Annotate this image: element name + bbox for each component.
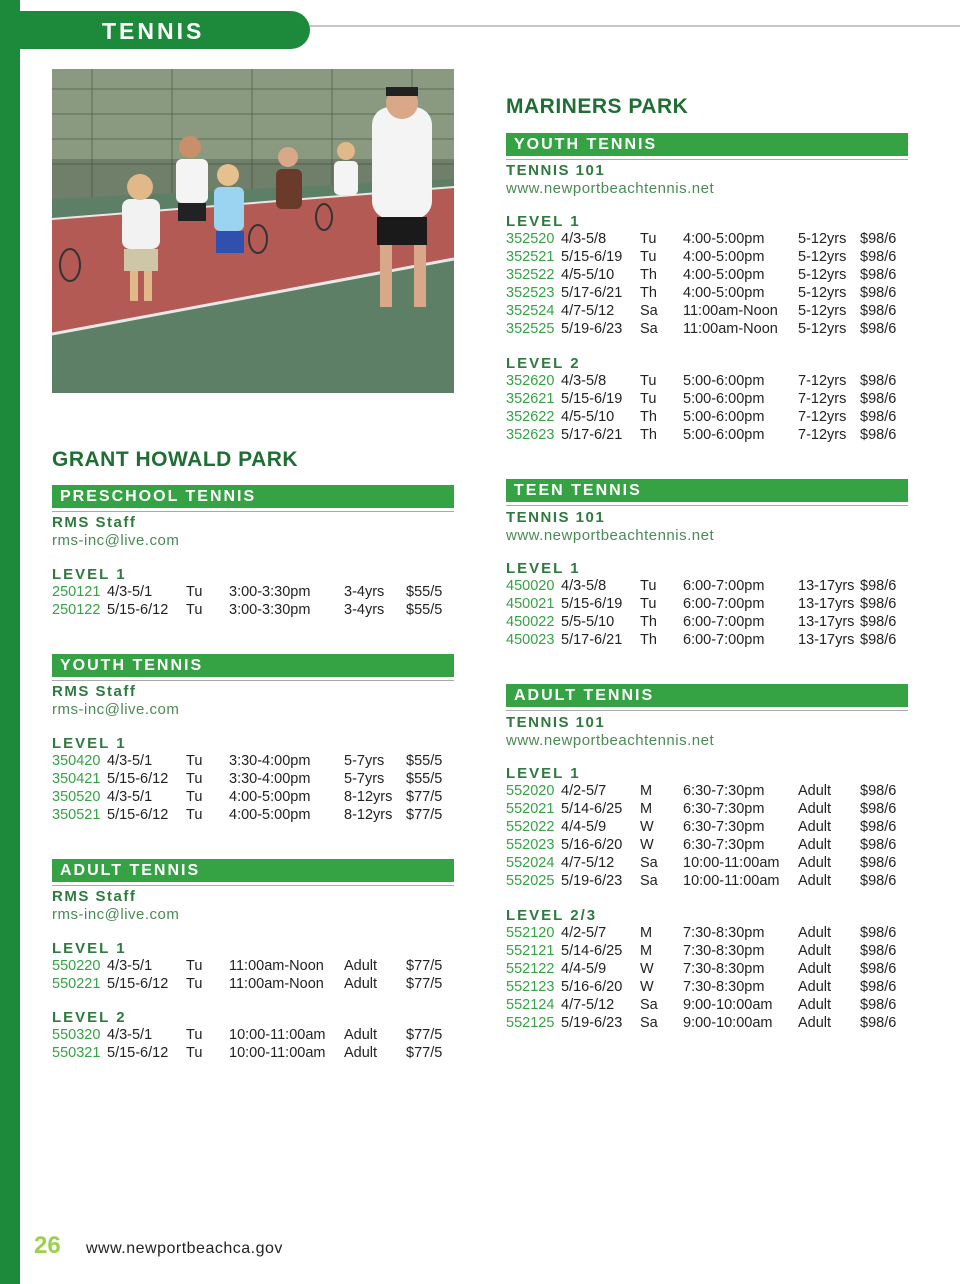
class-age: 5-7yrs: [344, 771, 385, 787]
class-fee: $98/6: [860, 855, 897, 871]
class-age: 5-12yrs: [798, 285, 847, 301]
park-title-mariners: MARINERS PARK: [506, 95, 689, 118]
class-code: 552125: [506, 1015, 555, 1031]
class-code: 450021: [506, 596, 555, 612]
class-dates: 4/5-5/10: [561, 409, 615, 425]
class-time: 5:00-6:00pm: [683, 427, 765, 443]
class-time: 9:00-10:00am: [683, 1015, 773, 1031]
class-age: Adult: [798, 855, 832, 871]
class-day: Tu: [186, 753, 203, 769]
class-time: 11:00am-Noon: [683, 321, 778, 337]
program-subtitle: TENNIS 101: [506, 714, 606, 731]
class-time: 10:00-11:00am: [229, 1027, 326, 1043]
class-time: 4:00-5:00pm: [683, 231, 765, 247]
class-day: Tu: [640, 578, 657, 594]
class-dates: 4/4-5/9: [561, 961, 607, 977]
class-fee: $55/5: [406, 602, 443, 618]
class-day: M: [640, 783, 653, 799]
class-time: 3:00-3:30pm: [229, 584, 311, 600]
class-age: 7-12yrs: [798, 391, 847, 407]
class-dates: 4/2-5/7: [561, 925, 607, 941]
class-time: 5:00-6:00pm: [683, 391, 765, 407]
class-day: Th: [640, 427, 657, 443]
class-age: Adult: [798, 783, 832, 799]
tennis-lesson-photo: [52, 69, 454, 393]
class-time: 11:00am-Noon: [683, 303, 778, 319]
class-time: 6:00-7:00pm: [683, 596, 765, 612]
class-code: 350520: [52, 789, 101, 805]
class-age: 5-12yrs: [798, 321, 847, 337]
class-dates: 4/3-5/1: [107, 789, 153, 805]
class-day: Sa: [640, 873, 658, 889]
program-subtitle: TENNIS 101: [506, 509, 606, 526]
class-day: M: [640, 925, 653, 941]
class-time: 10:00-11:00am: [229, 1045, 326, 1061]
class-fee: $98/6: [860, 578, 897, 594]
class-dates: 5/19-6/23: [561, 321, 623, 337]
class-age: Adult: [798, 943, 832, 959]
class-time: 4:00-5:00pm: [683, 285, 765, 301]
class-time: 4:00-5:00pm: [683, 267, 765, 283]
class-time: 6:00-7:00pm: [683, 614, 765, 630]
class-day: Sa: [640, 321, 658, 337]
staff-label: RMS Staff: [52, 683, 137, 700]
class-code: 352622: [506, 409, 555, 425]
class-day: Tu: [186, 976, 203, 992]
level-label: LEVEL 1: [52, 566, 127, 583]
class-day: Tu: [640, 596, 657, 612]
level-label: LEVEL 1: [506, 765, 581, 782]
class-time: 6:30-7:30pm: [683, 783, 765, 799]
page-number: 26: [34, 1232, 61, 1259]
class-code: 552123: [506, 979, 555, 995]
class-day: Tu: [186, 1027, 203, 1043]
level-label: LEVEL 1: [52, 735, 127, 752]
footer-website: www.newportbeachca.gov: [86, 1240, 283, 1257]
class-code: 352522: [506, 267, 555, 283]
class-code: 352520: [506, 231, 555, 247]
class-fee: $98/6: [860, 632, 897, 648]
class-code: 450023: [506, 632, 555, 648]
class-code: 550220: [52, 958, 101, 974]
class-dates: 5/15-6/12: [107, 602, 169, 618]
class-dates: 5/16-6/20: [561, 979, 623, 995]
class-code: 552021: [506, 801, 555, 817]
class-fee: $98/6: [860, 873, 897, 889]
class-dates: 5/15-6/19: [561, 596, 623, 612]
class-day: M: [640, 801, 653, 817]
class-day: Tu: [186, 1045, 203, 1061]
class-dates: 5/17-6/21: [561, 285, 623, 301]
class-code: 350420: [52, 753, 101, 769]
class-fee: $98/6: [860, 961, 897, 977]
class-time: 10:00-11:00am: [683, 873, 780, 889]
class-day: W: [640, 961, 654, 977]
class-day: Tu: [186, 958, 203, 974]
class-dates: 5/15-6/19: [561, 391, 623, 407]
class-day: Tu: [640, 249, 657, 265]
class-dates: 5/15-6/12: [107, 771, 169, 787]
class-fee: $98/6: [860, 979, 897, 995]
class-dates: 4/7-5/12: [561, 997, 615, 1013]
class-fee: $98/6: [860, 819, 897, 835]
class-day: W: [640, 837, 654, 853]
program-url: www.newportbeachtennis.net: [506, 180, 715, 197]
class-time: 9:00-10:00am: [683, 997, 773, 1013]
class-fee: $98/6: [860, 303, 897, 319]
class-day: M: [640, 943, 653, 959]
class-code: 250122: [52, 602, 101, 618]
class-time: 6:00-7:00pm: [683, 632, 765, 648]
staff-email: rms-inc@live.com: [52, 532, 180, 549]
class-code: 352525: [506, 321, 555, 337]
class-fee: $77/5: [406, 976, 443, 992]
class-fee: $77/5: [406, 1027, 443, 1043]
class-time: 4:00-5:00pm: [229, 807, 311, 823]
class-fee: $98/6: [860, 925, 897, 941]
class-day: Sa: [640, 303, 658, 319]
class-fee: $77/5: [406, 958, 443, 974]
class-fee: $55/5: [406, 771, 443, 787]
class-code: 552024: [506, 855, 555, 871]
class-code: 552023: [506, 837, 555, 853]
class-time: 6:30-7:30pm: [683, 801, 765, 817]
class-time: 11:00am-Noon: [229, 976, 324, 992]
class-fee: $77/5: [406, 1045, 443, 1061]
class-code: 550320: [52, 1027, 101, 1043]
class-age: 13-17yrs: [798, 632, 855, 648]
class-time: 5:00-6:00pm: [683, 409, 765, 425]
class-age: Adult: [798, 801, 832, 817]
level-label: LEVEL 2: [506, 355, 581, 372]
class-age: Adult: [798, 925, 832, 941]
class-code: 552121: [506, 943, 555, 959]
class-fee: $98/6: [860, 409, 897, 425]
heading-teen-tennis: TEEN TENNIS: [506, 479, 908, 502]
class-fee: $98/6: [860, 783, 897, 799]
program-subtitle: TENNIS 101: [506, 162, 606, 179]
class-fee: $98/6: [860, 231, 897, 247]
class-age: 5-12yrs: [798, 231, 847, 247]
class-code: 350421: [52, 771, 101, 787]
class-fee: $98/6: [860, 373, 897, 389]
class-dates: 5/15-6/12: [107, 1045, 169, 1061]
class-time: 3:00-3:30pm: [229, 602, 311, 618]
class-day: W: [640, 819, 654, 835]
heading-preschool-tennis: PRESCHOOL TENNIS: [52, 485, 454, 508]
class-day: Tu: [186, 602, 203, 618]
class-age: Adult: [344, 1045, 378, 1061]
class-dates: 5/17-6/21: [561, 632, 623, 648]
class-fee: $98/6: [860, 997, 897, 1013]
class-time: 3:30-4:00pm: [229, 753, 311, 769]
class-day: Tu: [640, 391, 657, 407]
class-fee: $98/6: [860, 285, 897, 301]
class-day: Tu: [186, 807, 203, 823]
class-day: Sa: [640, 855, 658, 871]
class-age: 13-17yrs: [798, 596, 855, 612]
class-dates: 5/5-5/10: [561, 614, 615, 630]
class-age: 3-4yrs: [344, 584, 385, 600]
class-time: 6:30-7:30pm: [683, 837, 765, 853]
class-code: 552120: [506, 925, 555, 941]
class-fee: $98/6: [860, 837, 897, 853]
class-time: 4:00-5:00pm: [683, 249, 765, 265]
class-dates: 4/3-5/8: [561, 373, 607, 389]
class-dates: 5/15-6/19: [561, 249, 623, 265]
class-day: Th: [640, 285, 657, 301]
class-code: 552022: [506, 819, 555, 835]
class-dates: 4/3-5/1: [107, 958, 153, 974]
class-day: W: [640, 979, 654, 995]
class-day: Tu: [640, 231, 657, 247]
class-code: 552020: [506, 783, 555, 799]
class-dates: 5/14-6/25: [561, 801, 623, 817]
class-day: Tu: [640, 373, 657, 389]
class-code: 552025: [506, 873, 555, 889]
class-time: 4:00-5:00pm: [229, 789, 311, 805]
class-fee: $55/5: [406, 753, 443, 769]
level-label: LEVEL 2: [52, 1009, 127, 1026]
class-fee: $98/6: [860, 391, 897, 407]
class-dates: 4/3-5/1: [107, 584, 153, 600]
class-code: 552124: [506, 997, 555, 1013]
class-age: Adult: [798, 837, 832, 853]
class-code: 352524: [506, 303, 555, 319]
class-time: 7:30-8:30pm: [683, 925, 765, 941]
left-accent-bar: [0, 0, 20, 1284]
class-time: 7:30-8:30pm: [683, 961, 765, 977]
class-age: Adult: [344, 976, 378, 992]
staff-label: RMS Staff: [52, 888, 137, 905]
class-fee: $98/6: [860, 249, 897, 265]
class-day: Tu: [186, 771, 203, 787]
program-url: www.newportbeachtennis.net: [506, 527, 715, 544]
class-time: 7:30-8:30pm: [683, 979, 765, 995]
class-dates: 4/3-5/8: [561, 231, 607, 247]
class-code: 352621: [506, 391, 555, 407]
header-rule: [300, 25, 960, 27]
class-age: Adult: [798, 961, 832, 977]
class-fee: $98/6: [860, 321, 897, 337]
class-code: 352620: [506, 373, 555, 389]
class-age: Adult: [798, 819, 832, 835]
class-day: Th: [640, 632, 657, 648]
class-time: 5:00-6:00pm: [683, 373, 765, 389]
class-age: 7-12yrs: [798, 409, 847, 425]
class-code: 352521: [506, 249, 555, 265]
park-title-grant-howald: GRANT HOWALD PARK: [52, 448, 299, 471]
class-fee: $98/6: [860, 801, 897, 817]
class-age: 7-12yrs: [798, 427, 847, 443]
level-label: LEVEL 2/3: [506, 907, 598, 924]
heading-youth-tennis: YOUTH TENNIS: [506, 133, 908, 156]
class-code: 552122: [506, 961, 555, 977]
class-age: 5-12yrs: [798, 267, 847, 283]
heading-adult-tennis: ADULT TENNIS: [52, 859, 454, 882]
class-fee: $98/6: [860, 267, 897, 283]
class-dates: 5/15-6/12: [107, 807, 169, 823]
class-age: 3-4yrs: [344, 602, 385, 618]
class-fee: $98/6: [860, 1015, 897, 1031]
class-dates: 4/7-5/12: [561, 303, 615, 319]
class-day: Sa: [640, 997, 658, 1013]
class-dates: 4/3-5/1: [107, 753, 153, 769]
class-code: 352623: [506, 427, 555, 443]
class-age: 13-17yrs: [798, 578, 855, 594]
class-code: 550221: [52, 976, 101, 992]
class-time: 11:00am-Noon: [229, 958, 324, 974]
class-fee: $98/6: [860, 614, 897, 630]
class-age: Adult: [344, 1027, 378, 1043]
class-code: 450020: [506, 578, 555, 594]
class-age: 8-12yrs: [344, 789, 393, 805]
class-dates: 4/2-5/7: [561, 783, 607, 799]
class-fee: $77/5: [406, 807, 443, 823]
class-age: Adult: [344, 958, 378, 974]
class-code: 450022: [506, 614, 555, 630]
class-dates: 5/16-6/20: [561, 837, 623, 853]
class-time: 6:30-7:30pm: [683, 819, 765, 835]
class-day: Th: [640, 267, 657, 283]
class-dates: 4/7-5/12: [561, 855, 615, 871]
class-dates: 4/5-5/10: [561, 267, 615, 283]
class-dates: 4/4-5/9: [561, 819, 607, 835]
class-code: 250121: [52, 584, 101, 600]
class-age: Adult: [798, 1015, 832, 1031]
class-day: Sa: [640, 1015, 658, 1031]
class-day: Th: [640, 409, 657, 425]
class-fee: $98/6: [860, 427, 897, 443]
class-time: 10:00-11:00am: [683, 855, 780, 871]
class-age: 7-12yrs: [798, 373, 847, 389]
class-time: 7:30-8:30pm: [683, 943, 765, 959]
class-code: 352523: [506, 285, 555, 301]
class-day: Tu: [186, 789, 203, 805]
class-dates: 5/14-6/25: [561, 943, 623, 959]
level-label: LEVEL 1: [506, 213, 581, 230]
class-age: 8-12yrs: [344, 807, 393, 823]
heading-adult-tennis: ADULT TENNIS: [506, 684, 908, 707]
class-code: 350521: [52, 807, 101, 823]
class-day: Tu: [186, 584, 203, 600]
class-fee: $98/6: [860, 943, 897, 959]
class-age: 5-7yrs: [344, 753, 385, 769]
level-label: LEVEL 1: [506, 560, 581, 577]
staff-email: rms-inc@live.com: [52, 701, 180, 718]
class-code: 550321: [52, 1045, 101, 1061]
class-age: Adult: [798, 997, 832, 1013]
page-title: TENNIS: [102, 18, 205, 44]
class-age: 5-12yrs: [798, 249, 847, 265]
class-age: 13-17yrs: [798, 614, 855, 630]
class-dates: 4/3-5/1: [107, 1027, 153, 1043]
class-time: 6:00-7:00pm: [683, 578, 765, 594]
class-dates: 5/15-6/12: [107, 976, 169, 992]
heading-youth-tennis: YOUTH TENNIS: [52, 654, 454, 677]
level-label: LEVEL 1: [52, 940, 127, 957]
class-time: 3:30-4:00pm: [229, 771, 311, 787]
class-fee: $55/5: [406, 584, 443, 600]
class-age: Adult: [798, 979, 832, 995]
class-dates: 5/17-6/21: [561, 427, 623, 443]
class-age: 5-12yrs: [798, 303, 847, 319]
staff-email: rms-inc@live.com: [52, 906, 180, 923]
class-fee: $77/5: [406, 789, 443, 805]
class-dates: 5/19-6/23: [561, 1015, 623, 1031]
class-day: Th: [640, 614, 657, 630]
class-age: Adult: [798, 873, 832, 889]
class-dates: 4/3-5/8: [561, 578, 607, 594]
class-dates: 5/19-6/23: [561, 873, 623, 889]
program-url: www.newportbeachtennis.net: [506, 732, 715, 749]
staff-label: RMS Staff: [52, 514, 137, 531]
class-fee: $98/6: [860, 596, 897, 612]
